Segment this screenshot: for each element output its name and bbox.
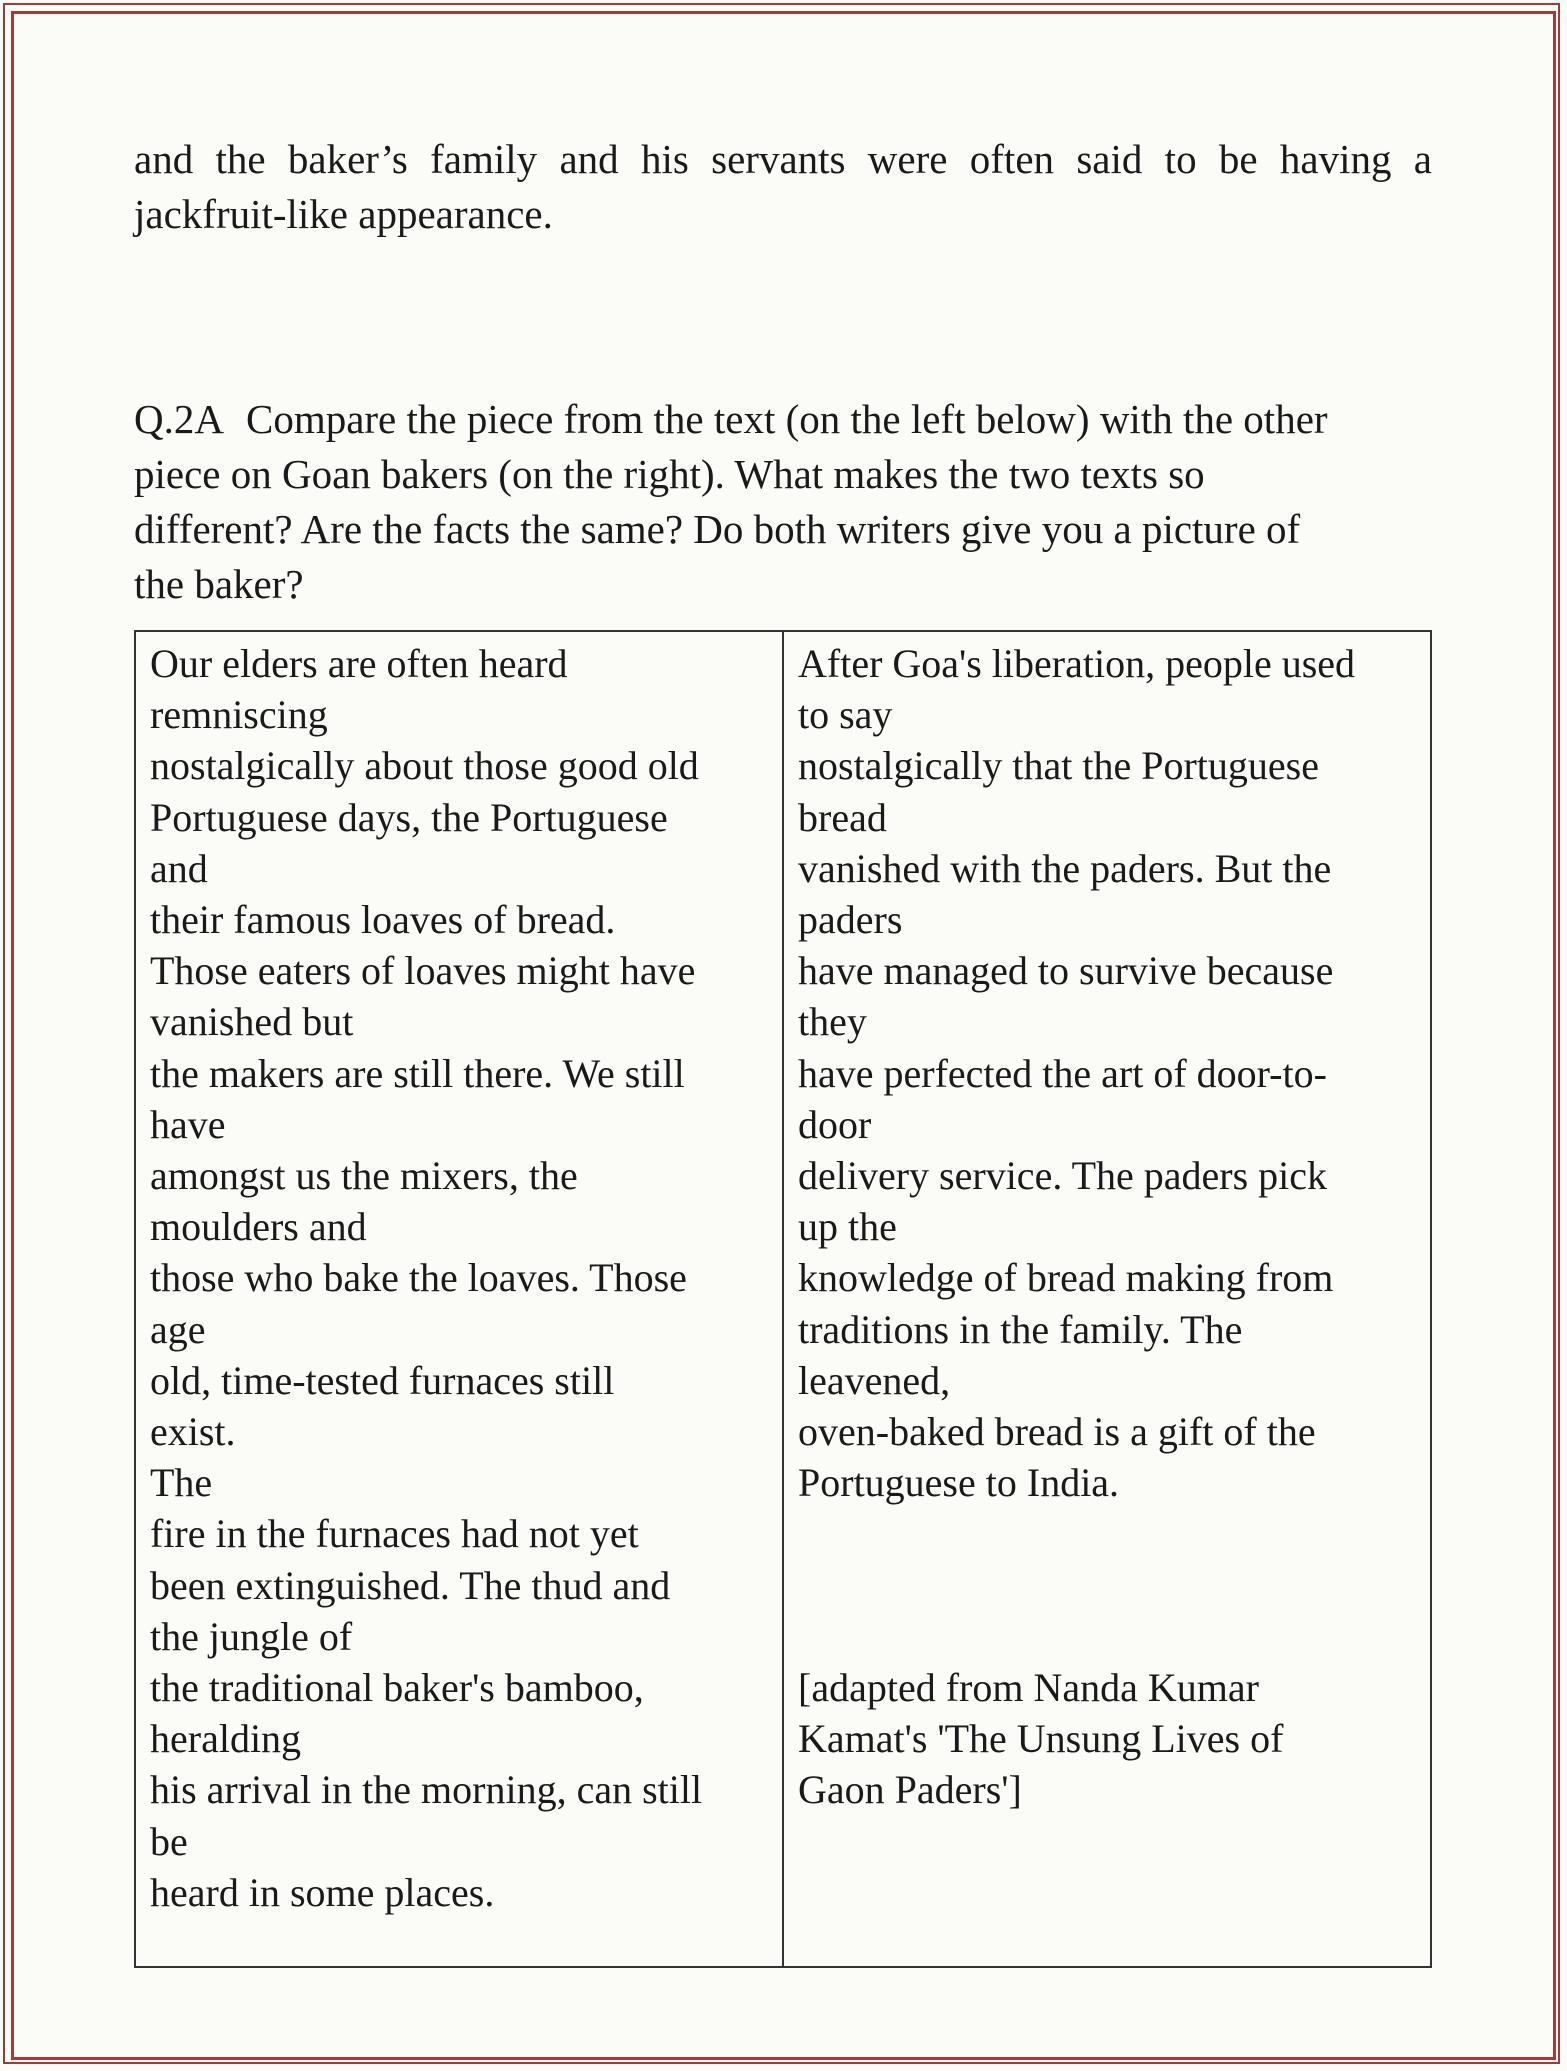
right-text-cell [783,631,1431,1967]
left-line: his arrival in the morning, can still [150,1767,703,1813]
right-line: have perfected the art of door-to- [798,1050,1327,1096]
right-line: vanished with the paders. But the [798,845,1332,891]
left-line: their famous loaves of bread. [150,897,616,943]
document-content [134,132,1432,1968]
question-number: Q.2A [134,396,224,442]
question-line: piece on Goan bakers (on the right). What makes the two texts so [134,451,1205,497]
right-line: bread [798,794,887,840]
citation-line: Gaon Paders'] [798,1767,1022,1813]
table-row [135,631,1431,1967]
question-line: the baker? [134,561,304,607]
right-line: door [798,1101,872,1147]
left-line: age [150,1306,206,1352]
left-line: and [150,845,208,891]
left-line: The [150,1460,213,1506]
comparison-table [134,630,1432,1968]
left-line: have [150,1101,226,1147]
left-line: the traditional baker's bamboo, [150,1665,644,1711]
left-line: the jungle of [150,1613,353,1659]
right-line: up the [798,1204,897,1250]
right-line: knowledge of bread making from [798,1255,1334,1301]
left-line: remniscing [150,692,328,738]
left-line: heard in some places. [150,1869,495,1915]
question-line: different? Are the facts the same? Do both writers give you a picture of [134,506,1301,552]
left-line: Those eaters of loaves might have [150,948,696,994]
right-line: they [798,999,867,1045]
left-line: those who bake the loaves. Those [150,1255,687,1301]
citation-line: Kamat's 'The Unsung Lives of [798,1716,1284,1762]
right-line: paders [798,897,903,943]
citation-line: [adapted from Nanda Kumar [798,1665,1259,1711]
right-line: delivery service. The paders pick [798,1153,1328,1199]
right-line: traditions in the family. The [798,1306,1243,1352]
left-line: fire in the furnaces had not yet [150,1511,639,1557]
intro-paragraph: and the baker’s family and his servants were often said to be having a jackfruit-like appearance. [134,136,1432,237]
question-line: Compare the piece from the text (on the left below) with the other [245,396,1328,442]
left-line: moulders and [150,1204,367,1250]
right-line: After Goa's liberation, people used [798,641,1356,686]
right-line: have managed to survive because [798,948,1334,994]
left-line: the makers are still there. We still [150,1050,685,1096]
citation-spacer [798,1508,1416,1662]
left-line: been extinguished. The thud and [150,1562,671,1608]
right-line: nostalgically that the Portuguese [798,743,1319,789]
question-block [134,392,1432,612]
left-line: amongst us the mixers, the [150,1153,578,1199]
left-line: nostalgically about those good old [150,743,699,789]
left-line: Our elders are often heard [150,641,568,686]
left-line: exist. [150,1409,236,1455]
left-line: vanished but [150,999,354,1045]
right-line: leavened, [798,1357,951,1403]
right-line: Portuguese to India. [798,1460,1120,1506]
left-line: be [150,1818,188,1864]
left-line: old, time-tested furnaces still [150,1357,615,1403]
left-line: Portuguese days, the Portuguese [150,794,668,840]
right-line: to say [798,692,893,738]
right-line: oven-baked bread is a gift of the [798,1409,1316,1455]
left-line: heralding [150,1716,302,1762]
left-text-cell [135,631,783,1967]
